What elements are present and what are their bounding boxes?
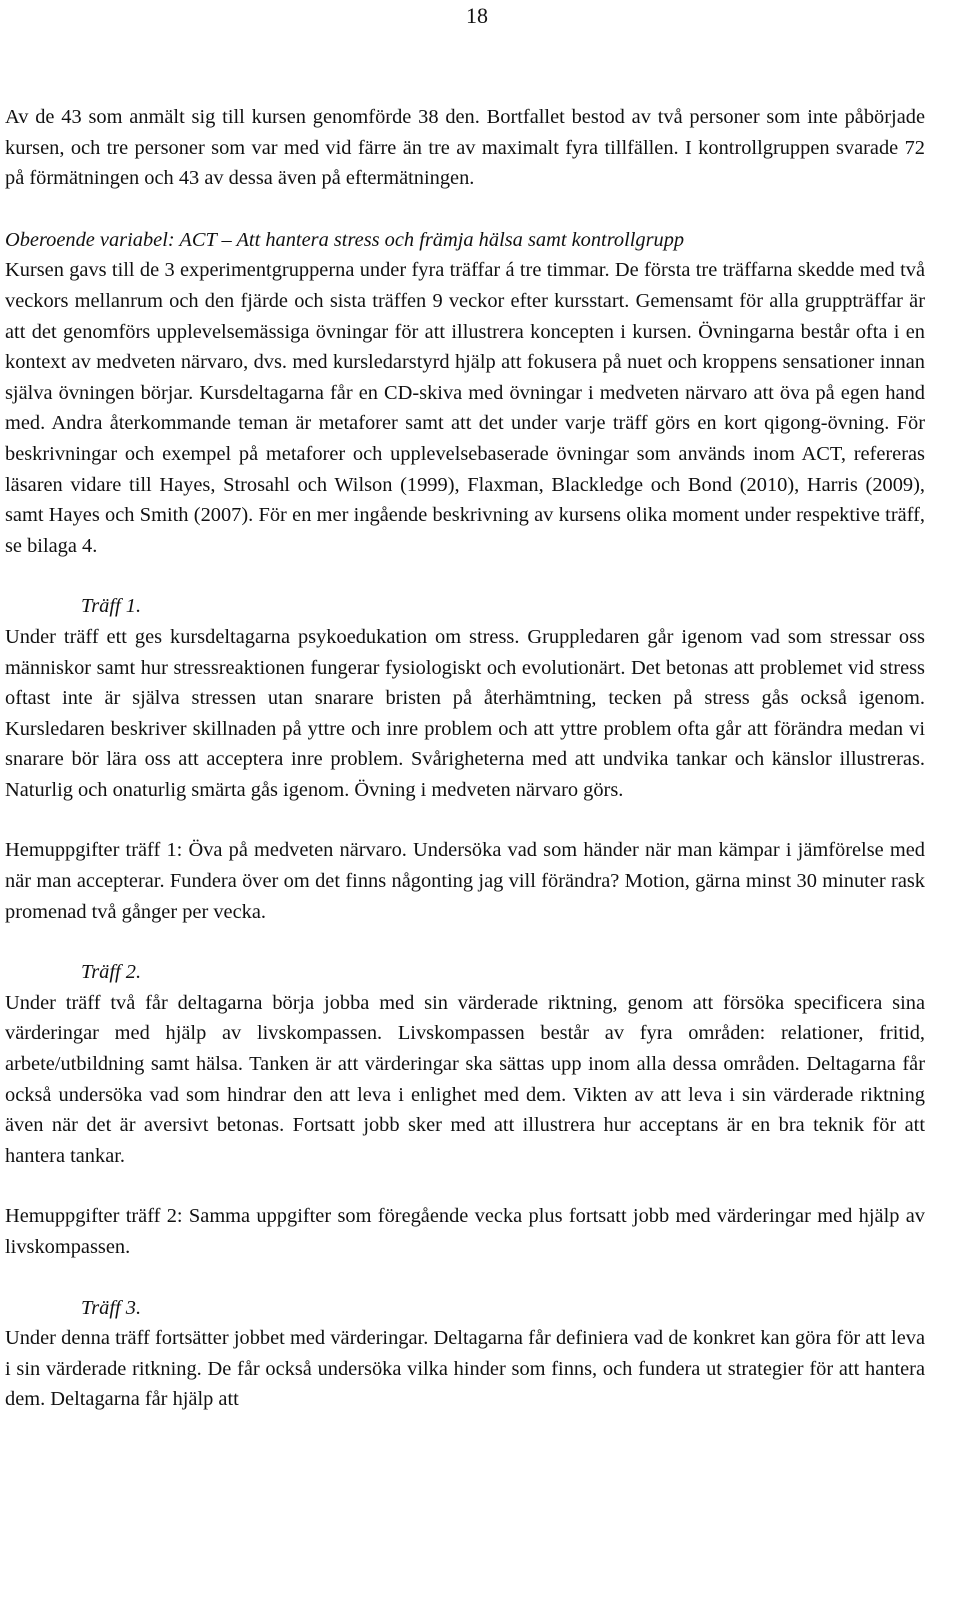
traff3-heading: Träff 3. xyxy=(81,1296,142,1319)
traff2-heading: Träff 2. xyxy=(81,961,142,984)
traff1-homework-paragraph: Hemuppgifter träff 1: Öva på medveten närvaro. Undersöka vad som händer när man kämpar i jämförelse med när man accepterar. Fundera över om det finns någonting jag vill förändra? Motion, gärna minst 30 minuter rask promenad två gånger per vecka. xyxy=(5,839,925,923)
section-heading: Oberoende variabel: ACT – Att hantera stress och främja hälsa samt kontrollgrupp xyxy=(5,228,685,251)
traff2-homework-paragraph: Hemuppgifter träff 2: Samma uppgifter som föregående vecka plus fortsatt jobb med värderingar med hjälp av livskompassen. xyxy=(5,1205,925,1258)
document-body xyxy=(5,102,925,1415)
page-number: 18 xyxy=(466,3,488,28)
traff1-body-paragraph: Under träff ett ges kursdeltagarna psykoedukation om stress. Gruppledaren går igenom vad som stressar oss människor samt hur stressreaktionen fungerar fysiologiskt och evolutionärt. Det betonas att problemet vid stress oftast inte är själva stressen utan snarare bristen på återhämtning, tecken på stress gås också igenom. Kursledaren beskriver skillnaden på yttre och inre problem och att yttre problem ofta går att förändra medan vi snarare bör lära oss att acceptera inre problem. Svårigheterna med att undvika tankar och känslor illustreras. Naturlig och onaturlig smärta gås igenom. Övning i medveten närvaro görs. xyxy=(5,625,925,801)
traff3-body-paragraph: Under denna träff fortsätter jobbet med värderingar. Deltagarna får definiera vad de konkret kan göra för att leva i sin värderade ritkning. De får också undersöka vilka hinder som finns, och fundera ut strategier för att hantera dem. Deltagarna får hjälp att xyxy=(5,1327,925,1411)
section-body-paragraph: Kursen gavs till de 3 experimentgrupperna under fyra träffar á tre timmar. De första tre träffarna skedde med två veckors mellanrum och den fjärde och sista träffen 9 veckor efter kursstart. Gemensamt för alla gruppträffar är att det genomförs upplevelsemässiga övningar för att illustrera koncepten i kursen. Övningarna består ofta i en kontext av medveten närvaro, dvs. med kursledarstyrd hjälp att fokusera på nuet och kroppens sensationer innan själva övningen börjar. Kursdeltagarna får en CD-skiva med övningar i medveten närvaro att öva på egen hand med. Andra återkommande teman är metaforer samt att det under varje träff görs en kort qigong-övning. För beskrivningar och exempel på metaforer och upplevelsebaserade övningar som används inom ACT, refereras läsaren vidare till Hayes, Strosahl och Wilson (1999), Flaxman, Blackledge och Bond (2010), Harris (2009), samt Hayes och Smith (2007). För en mer ingående beskrivning av kursens olika moment under respektive träff, se bilaga 4. xyxy=(5,259,925,557)
intro-paragraph: Av de 43 som anmält sig till kursen genomförde 38 den. Bortfallet bestod av två personer som inte påbörjade kursen, och tre personer som var med vid färre än tre av maximalt fyra tillfällen. I kontrollgruppen svarade 72 på förmätningen och 43 av dessa även på eftermätningen. xyxy=(5,106,925,190)
traff2-body-paragraph: Under träff två får deltagarna börja jobba med sin värderade riktning, genom att försöka specificera sina värderingar med hjälp av livskompassen. Livskompassen består av fyra områden: relationer, fritid, arbete/utbildning samt hälsa. Tanken är att värderingar ska sättas upp inom alla dessa områden. Deltagarna får också undersöka vad som hindrar den att leva i enlighet med dem. Vikten av att leva i sin värderade riktning även när det är aversivt betonas. Fortsatt jobb sker med att illustrera hur acceptans är en bra teknik för att hantera tankar. xyxy=(5,991,925,1167)
traff1-heading: Träff 1. xyxy=(81,595,142,618)
